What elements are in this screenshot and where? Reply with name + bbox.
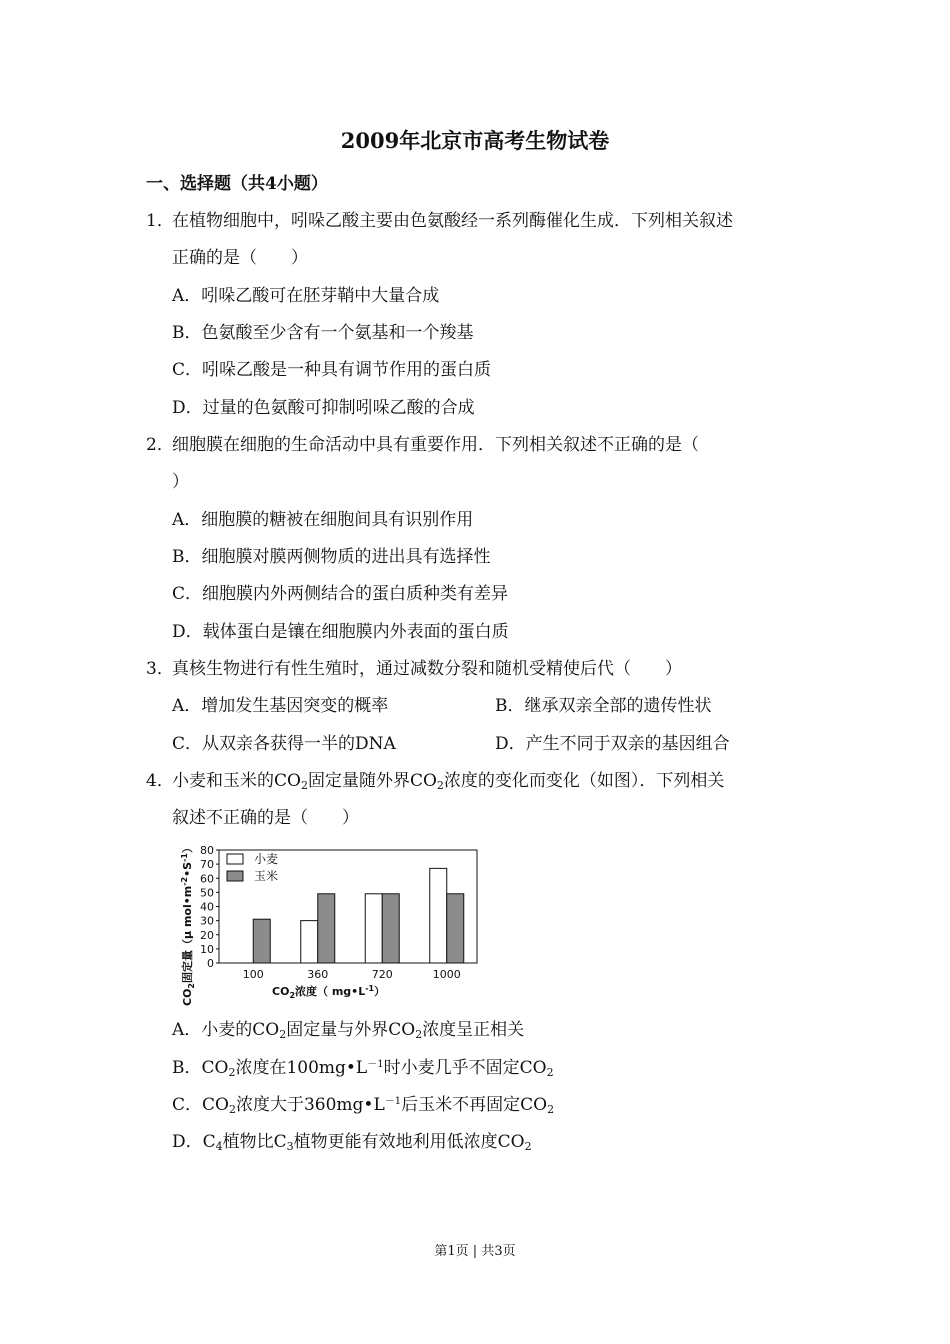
bar-wheat-360 xyxy=(301,921,318,963)
q3-stem: 真核生物进行有性生殖时，通过减数分裂和随机受精使后代（ ） xyxy=(172,659,682,679)
q4-option-a: A．小麦的$CO_2$固定量与外界$CO_2$浓度呈正相关 xyxy=(172,1020,525,1041)
bar-wheat-1000 xyxy=(430,868,447,963)
y-tick-label: 20 xyxy=(200,928,214,942)
y-tick-label: 40 xyxy=(200,900,214,914)
q2-option-c: C．细胞膜内外两侧结合的蛋白质种类有差异 xyxy=(172,584,509,604)
x-tick-label: 360 xyxy=(307,968,329,981)
y-tick-label: 30 xyxy=(200,914,214,928)
legend-swatch-corn xyxy=(227,871,243,881)
q1-stem-line2: 正确的是（ ） xyxy=(172,248,308,268)
x-tick-label: 100 xyxy=(242,968,264,981)
q1-stem-line1: 在植物细胞中，吲哚乙酸主要由色氨酸经一系列酶催化生成．下列相关叙述 xyxy=(172,211,733,231)
q4-stem-line2: 叙述不正确的是（ ） xyxy=(172,808,359,828)
section-heading: 一、选择题（共4小题） xyxy=(146,174,328,194)
legend-swatch-wheat xyxy=(227,854,243,864)
y-tick-label: 0 xyxy=(207,957,214,970)
q4-option-b: B．$CO_2$浓度在$100mg•L^{-1}$时小麦几乎不固定$CO_2$ xyxy=(172,1058,554,1079)
q2-stem-line1: 细胞膜在细胞的生命活动中具有重要作用．下列相关叙述不正确的是（ xyxy=(172,435,699,455)
q1-option-c: C．吲哚乙酸是一种具有调节作用的蛋白质 xyxy=(172,360,492,380)
q2-option-d: D．载体蛋白是镶在细胞膜内外表面的蛋白质 xyxy=(172,622,509,642)
y-tick-label: 10 xyxy=(200,942,214,956)
q1-option-b: B．色氨酸至少含有一个氨基和一个羧基 xyxy=(172,323,474,343)
q1-option-a: A．吲哚乙酸可在胚芽鞘中大量合成 xyxy=(172,286,440,306)
legend-label-corn: 玉米 xyxy=(254,869,279,883)
legend-label-wheat: 小麦 xyxy=(254,852,279,866)
x-axis-label: $CO_2$浓度（ $mg•L^{-1}$） xyxy=(272,984,386,1000)
q3-number: 3． xyxy=(146,659,174,679)
q4-option-c: C．$CO_2$浓度大于$360mg•L^{-1}$后玉米不再固定$CO_2$ xyxy=(172,1095,555,1116)
page-title: 2009年北京市高考生物试卷 xyxy=(340,128,610,153)
x-tick-label: 720 xyxy=(371,968,393,981)
q3-option-d: D．产生不同于双亲的基因组合 xyxy=(495,734,730,754)
y-tick-label: 50 xyxy=(200,886,214,900)
q2-option-a: A．细胞膜的糖被在细胞间具有识别作用 xyxy=(172,510,474,530)
bar-series xyxy=(253,868,464,963)
legend xyxy=(227,852,278,883)
q3-option-b: B．继承双亲全部的遗传性状 xyxy=(495,696,712,716)
bar-corn-360 xyxy=(318,894,335,963)
y-tick-label: 70 xyxy=(200,858,214,872)
q3-option-c: C．从双亲各获得一半的DNA xyxy=(172,734,396,754)
y-tick-label: 80 xyxy=(200,844,214,857)
q4-number: 4． xyxy=(146,771,174,791)
q4-option-d: D．$C_4$植物比$C_3$植物更能有效地利用低浓度$CO_2$ xyxy=(172,1132,532,1153)
q1-option-d: D．过量的色氨酸可抑制吲哚乙酸的合成 xyxy=(172,398,475,418)
bar-wheat-720 xyxy=(365,894,382,963)
q2-option-b: B．细胞膜对膜两侧物质的进出具有选择性 xyxy=(172,547,491,567)
y-axis-ticks xyxy=(200,844,219,970)
q4-stem-line1: 小麦和玉米的$CO_2$固定量随外界$CO_2$浓度的变化而变化（如图）．下列相关 xyxy=(172,771,725,792)
bar-corn-100 xyxy=(253,919,270,963)
q2-number: 2． xyxy=(146,435,174,455)
y-axis-label: $CO_2$固定量（μ $mol•m^{-2}•S^{-1}$） xyxy=(180,842,196,1006)
y-tick-label: 60 xyxy=(200,872,214,886)
x-axis-ticks xyxy=(243,968,461,981)
co2-fixation-chart xyxy=(172,838,482,1008)
page-footer: 第1页 | 共3页 xyxy=(434,1244,516,1259)
bar-corn-1000 xyxy=(447,894,464,963)
q2-stem-line2: ） xyxy=(172,472,189,492)
q3-option-a: A．增加发生基因突变的概率 xyxy=(172,696,389,716)
bar-corn-720 xyxy=(382,894,399,963)
x-tick-label: 1000 xyxy=(432,968,461,981)
q1-number: 1． xyxy=(146,211,174,231)
